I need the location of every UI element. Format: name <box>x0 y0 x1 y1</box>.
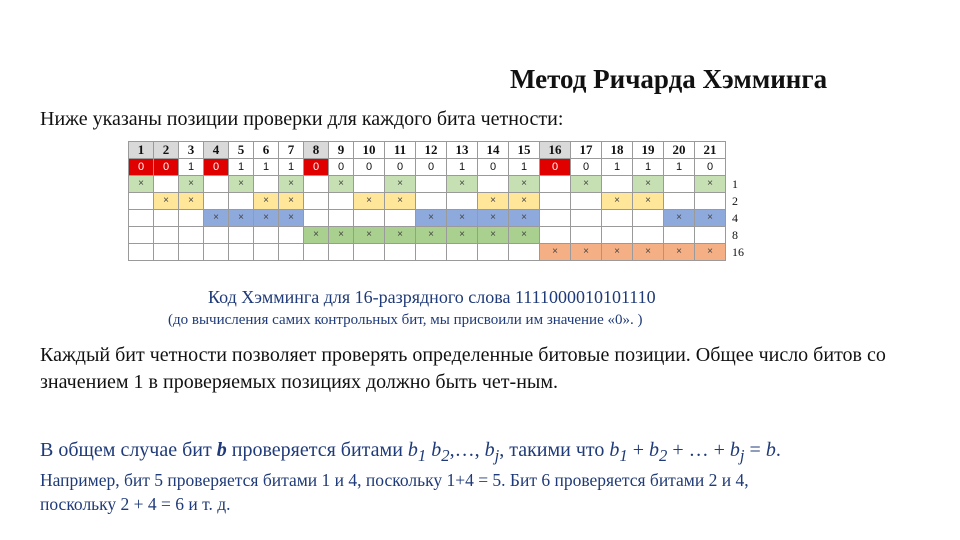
check-mark-cell: × <box>204 210 229 227</box>
empty-cell <box>129 244 154 261</box>
check-mark-cell: × <box>447 227 478 244</box>
position-cell: 13 <box>447 142 478 159</box>
position-cell: 1 <box>129 142 154 159</box>
check-mark-cell: × <box>509 176 540 193</box>
table-caption: Код Хэмминга для 16-разрядного слова 1111000010101110 <box>208 287 656 307</box>
position-cell: 15 <box>509 142 540 159</box>
empty-cell <box>664 193 695 210</box>
empty-cell <box>695 227 726 244</box>
parity-row-label: 1 <box>732 177 738 191</box>
check-mark-cell: × <box>279 193 304 210</box>
check-mark-cell: × <box>279 210 304 227</box>
bit-cell: 0 <box>154 159 179 176</box>
row-label <box>726 142 754 159</box>
eq-sub-j: j <box>739 446 745 465</box>
parity-row-label: 16 <box>732 245 744 259</box>
plus-sign: + … + <box>667 439 730 461</box>
bit-cell: 1 <box>509 159 540 176</box>
empty-cell <box>204 193 229 210</box>
general-rule-line-1 <box>40 438 940 468</box>
sub-1: 1 <box>417 446 427 465</box>
empty-cell <box>602 227 633 244</box>
eq-sub-1: 1 <box>619 446 628 465</box>
check-mark-cell: × <box>416 210 447 227</box>
period: . <box>775 439 781 461</box>
empty-cell <box>229 244 254 261</box>
empty-cell <box>204 244 229 261</box>
empty-cell <box>540 176 571 193</box>
check-mark-cell: × <box>695 244 726 261</box>
check-mark-cell: × <box>447 210 478 227</box>
empty-cell <box>304 176 329 193</box>
empty-cell <box>540 193 571 210</box>
empty-cell <box>229 193 254 210</box>
empty-cell <box>695 193 726 210</box>
bit-cell: 0 <box>416 159 447 176</box>
check-mark-cell: × <box>129 176 154 193</box>
check-mark-cell: × <box>447 176 478 193</box>
empty-cell <box>254 227 279 244</box>
empty-cell <box>447 193 478 210</box>
empty-cell <box>354 176 385 193</box>
empty-cell <box>478 244 509 261</box>
check-mark-cell: × <box>509 193 540 210</box>
position-cell: 11 <box>385 142 416 159</box>
row-label <box>726 159 754 176</box>
bit-cell: 1 <box>633 159 664 176</box>
empty-cell <box>129 193 154 210</box>
empty-cell <box>416 193 447 210</box>
empty-cell <box>416 176 447 193</box>
empty-cell <box>154 227 179 244</box>
empty-cell <box>571 210 602 227</box>
bit-cell: 0 <box>571 159 602 176</box>
bit-cell: 0 <box>204 159 229 176</box>
check-mark-cell: × <box>478 227 509 244</box>
check-mark-cell: × <box>416 227 447 244</box>
var-b2: b <box>426 439 442 461</box>
empty-cell <box>329 244 354 261</box>
bit-cell: 0 <box>540 159 571 176</box>
position-cell: 17 <box>571 142 602 159</box>
empty-cell <box>179 227 204 244</box>
empty-cell <box>179 210 204 227</box>
empty-cell <box>602 176 633 193</box>
empty-cell <box>633 210 664 227</box>
check-mark-cell: × <box>229 176 254 193</box>
eq-b2: b <box>649 439 659 461</box>
rule-text: проверяется битами <box>226 439 408 461</box>
check-mark-cell: × <box>633 193 664 210</box>
empty-cell <box>154 244 179 261</box>
empty-cell <box>447 244 478 261</box>
empty-cell <box>254 176 279 193</box>
check-mark-cell: × <box>385 176 416 193</box>
parity-row-16 <box>129 244 754 261</box>
empty-cell <box>254 244 279 261</box>
check-mark-cell: × <box>179 176 204 193</box>
empty-cell <box>416 244 447 261</box>
check-mark-cell: × <box>602 193 633 210</box>
check-mark-cell: × <box>229 210 254 227</box>
empty-cell <box>385 210 416 227</box>
bit-cell: 1 <box>447 159 478 176</box>
empty-cell <box>571 193 602 210</box>
empty-cell <box>204 227 229 244</box>
position-cell: 3 <box>179 142 204 159</box>
empty-cell <box>571 227 602 244</box>
bit-cell: 1 <box>229 159 254 176</box>
check-mark-cell: × <box>385 227 416 244</box>
check-mark-cell: × <box>354 227 385 244</box>
check-mark-cell: × <box>254 210 279 227</box>
empty-cell <box>129 210 154 227</box>
empty-cell <box>304 210 329 227</box>
check-mark-cell: × <box>509 210 540 227</box>
empty-cell <box>229 227 254 244</box>
empty-cell <box>329 210 354 227</box>
position-cell: 19 <box>633 142 664 159</box>
bit-cell: 1 <box>664 159 695 176</box>
var-bj: b <box>484 439 495 461</box>
check-mark-cell: × <box>329 176 354 193</box>
check-mark-cell: × <box>664 210 695 227</box>
empty-cell <box>204 176 229 193</box>
parity-row-label: 2 <box>732 194 738 208</box>
intro-text: Ниже указаны позиции проверки для каждого бита четности: <box>40 108 564 130</box>
bit-cell: 0 <box>354 159 385 176</box>
parity-row-8 <box>129 227 754 244</box>
ellipsis: ,…, <box>449 439 485 461</box>
eq-sub-2: 2 <box>659 446 668 465</box>
bit-cell: 1 <box>179 159 204 176</box>
position-cell: 16 <box>540 142 571 159</box>
check-mark-cell: × <box>540 244 571 261</box>
check-mark-cell: × <box>385 193 416 210</box>
empty-cell <box>478 176 509 193</box>
bit-cell: 0 <box>385 159 416 176</box>
empty-cell <box>540 227 571 244</box>
bit-cell: 1 <box>279 159 304 176</box>
position-cell: 2 <box>154 142 179 159</box>
empty-cell <box>179 244 204 261</box>
check-mark-cell: × <box>354 193 385 210</box>
check-mark-cell: × <box>478 210 509 227</box>
check-mark-cell: × <box>509 227 540 244</box>
empty-cell <box>509 244 540 261</box>
position-cell: 14 <box>478 142 509 159</box>
var-b1: b <box>407 439 418 461</box>
position-cell: 12 <box>416 142 447 159</box>
bit-cell: 0 <box>304 159 329 176</box>
check-mark-cell: × <box>154 193 179 210</box>
check-mark-cell: × <box>304 227 329 244</box>
eq-b: b <box>765 439 776 461</box>
bit-cell: 1 <box>602 159 633 176</box>
eq-b1: b <box>609 439 620 461</box>
empty-cell <box>664 176 695 193</box>
bits-row <box>129 159 754 176</box>
position-cell: 5 <box>229 142 254 159</box>
check-mark-cell: × <box>633 176 664 193</box>
general-rule-line-3: поскольку 2 + 4 = 6 и т. д. <box>40 494 231 514</box>
empty-cell <box>354 210 385 227</box>
position-cell: 18 <box>602 142 633 159</box>
bit-cell: 0 <box>129 159 154 176</box>
position-cell: 7 <box>279 142 304 159</box>
position-cell: 9 <box>329 142 354 159</box>
empty-cell <box>279 244 304 261</box>
bit-cell: 0 <box>478 159 509 176</box>
empty-cell <box>354 244 385 261</box>
position-cell: 21 <box>695 142 726 159</box>
table-subcaption: (до вычисления самих контрольных бит, мы присвоили им значение «0». ) <box>168 312 643 328</box>
empty-cell <box>602 210 633 227</box>
empty-cell <box>664 227 695 244</box>
empty-cell <box>154 176 179 193</box>
position-cell: 6 <box>254 142 279 159</box>
check-mark-cell: × <box>695 210 726 227</box>
check-mark-cell: × <box>571 176 602 193</box>
check-mark-cell: × <box>633 244 664 261</box>
check-mark-cell: × <box>478 193 509 210</box>
position-row <box>129 142 754 159</box>
empty-cell <box>540 210 571 227</box>
position-cell: 10 <box>354 142 385 159</box>
general-rule-line-2: Например, бит 5 проверяется битами 1 и 4, поскольку 1+4 = 5. Бит 6 проверяется битами 2 и 4, <box>40 470 749 490</box>
check-mark-cell: × <box>602 244 633 261</box>
bit-cell: 0 <box>695 159 726 176</box>
check-mark-cell: × <box>179 193 204 210</box>
position-cell: 20 <box>664 142 695 159</box>
empty-cell <box>385 244 416 261</box>
general-rule <box>40 438 940 516</box>
bit-cell: 0 <box>329 159 354 176</box>
empty-cell <box>329 193 354 210</box>
hamming-table <box>128 141 754 261</box>
empty-cell <box>279 227 304 244</box>
empty-cell <box>633 227 664 244</box>
equals-sign: = <box>744 439 766 461</box>
plus-sign: + <box>627 439 649 461</box>
bit-cell: 1 <box>254 159 279 176</box>
parity-row-4 <box>129 210 754 227</box>
parity-row-2 <box>129 193 754 210</box>
check-mark-cell: × <box>571 244 602 261</box>
position-cell: 8 <box>304 142 329 159</box>
check-mark-cell: × <box>279 176 304 193</box>
rule-text: , такими что <box>499 439 610 461</box>
parity-row-label: 8 <box>732 228 738 242</box>
sub-j: j <box>494 446 500 465</box>
eq-bj: b <box>729 439 740 461</box>
parity-explanation: Каждый бит четности позволяет проверять определенные битовые позиции. Общее число битов со значением 1 в проверяемых позициях должно быть чет-ным. <box>40 344 886 393</box>
check-mark-cell: × <box>254 193 279 210</box>
check-mark-cell: × <box>329 227 354 244</box>
page-title: Метод Ричарда Хэмминга <box>510 64 828 94</box>
parity-row-label: 4 <box>732 211 738 225</box>
check-mark-cell: × <box>664 244 695 261</box>
position-cell: 4 <box>204 142 229 159</box>
sub-2: 2 <box>441 446 450 465</box>
var-b: b <box>216 439 227 461</box>
empty-cell <box>154 210 179 227</box>
empty-cell <box>304 193 329 210</box>
parity-row-1 <box>129 176 754 193</box>
rule-text: В общем случае бит <box>40 439 217 461</box>
empty-cell <box>129 227 154 244</box>
check-mark-cell: × <box>695 176 726 193</box>
empty-cell <box>304 244 329 261</box>
